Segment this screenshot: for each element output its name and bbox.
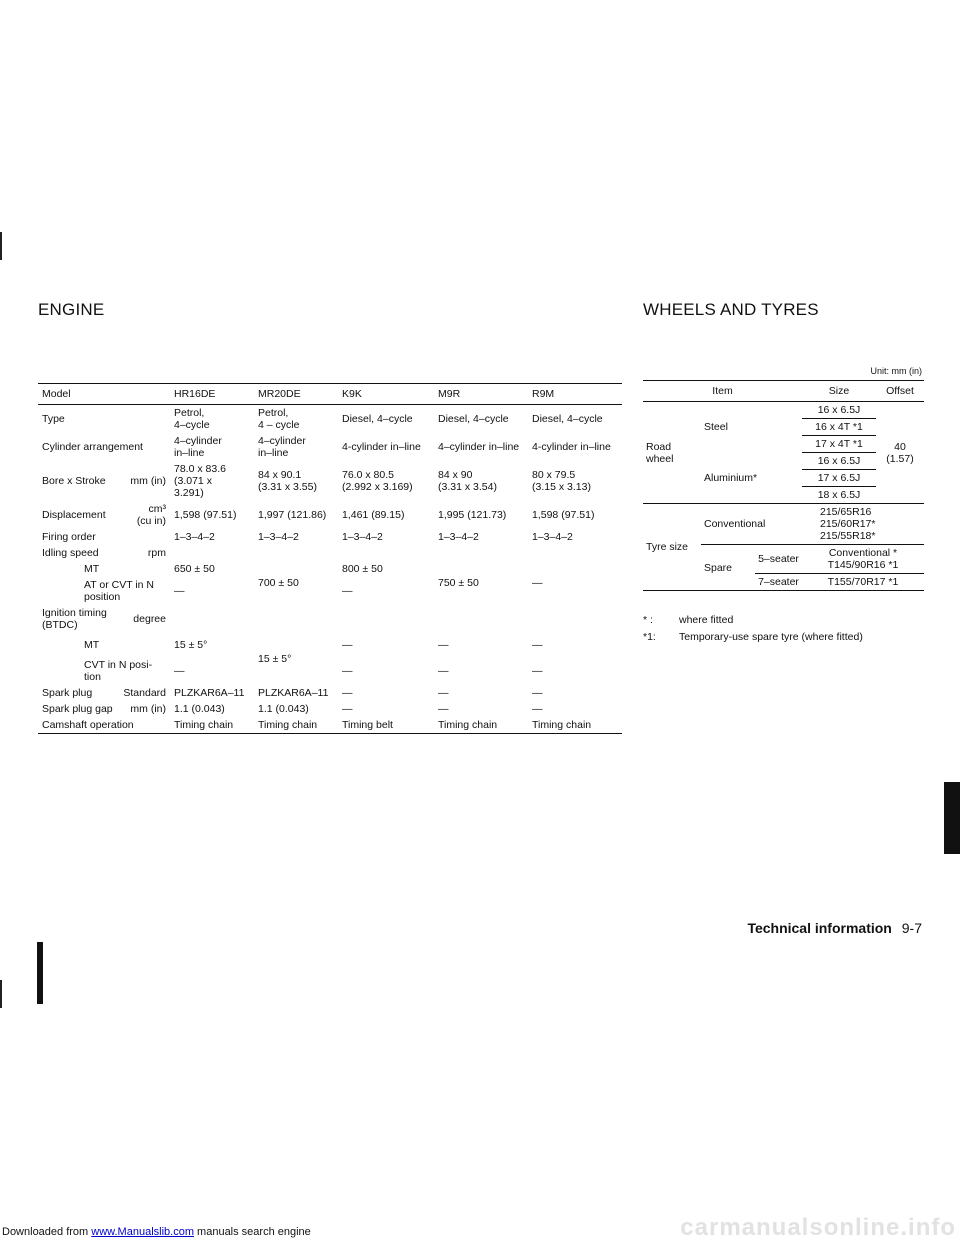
banner-suffix: manuals search engine <box>197 1226 311 1238</box>
cell: 1,997 (121.86) <box>258 509 327 521</box>
row-type <box>38 405 622 434</box>
wheels-tyres-table <box>643 380 924 591</box>
road-wheel-label: Road wheel <box>643 402 701 504</box>
note-mark: * : <box>643 614 653 626</box>
cell: Diesel, 4–cycle <box>532 413 603 425</box>
row-unit: mm (in) <box>130 475 166 487</box>
cell: 750 ± 50 <box>438 577 479 589</box>
col-mr20de: MR20DE <box>254 384 338 405</box>
row-label: Spark plug gap <box>42 703 113 715</box>
row-idle-mt <box>38 561 622 577</box>
aluminium-label: Aluminium* <box>701 453 802 504</box>
cell: 1,598 (97.51) <box>532 509 595 521</box>
cell: 1–3–4–2 <box>258 531 299 543</box>
cell: Diesel, 4–cycle <box>342 413 413 425</box>
cell: 76.0 x 80.5 (2.992 x 3.169) <box>342 469 413 493</box>
cell: 4-cylinder in–line <box>532 441 611 453</box>
cell: Timing belt <box>342 719 393 731</box>
manualslib-link[interactable]: www.Manualslib.com <box>91 1226 194 1238</box>
row-label: Bore x Stroke <box>42 475 106 487</box>
watermark: carmanualsonline.info <box>680 1214 956 1241</box>
wheel-row <box>643 402 924 419</box>
col-hr16de: HR16DE <box>170 384 254 405</box>
cell: 800 ± 50 <box>342 563 383 575</box>
cell: Timing chain <box>258 719 318 731</box>
cell: 1–3–4–2 <box>532 531 573 543</box>
row-camshaft <box>38 717 622 734</box>
cell: 650 ± 50 <box>174 563 215 575</box>
binding-bar <box>37 942 43 1004</box>
cell: 1–3–4–2 <box>342 531 383 543</box>
spare-label: Spare <box>704 561 733 574</box>
row-displacement <box>38 501 622 529</box>
crop-mark-bottom-left <box>0 980 2 1008</box>
note-item <box>643 629 863 646</box>
col-m9r: M9R <box>434 384 528 405</box>
size-cell: 16 x 6.5J <box>802 402 876 419</box>
cell: — <box>532 703 543 715</box>
cell: — <box>438 687 449 699</box>
row-unit: Standard <box>123 687 166 699</box>
row-ign-mt <box>38 633 622 657</box>
col-size: Size <box>802 381 876 402</box>
cell: 4-cylinder in–line <box>342 441 421 453</box>
cell: — <box>532 665 543 677</box>
cell: 1,995 (121.73) <box>438 509 507 521</box>
cell: 84 x 90 (3.31 x 3.54) <box>438 469 497 493</box>
cell: Timing chain <box>532 719 592 731</box>
conventional-sizes: 215/65R16 215/60R17* 215/55R18* <box>802 504 924 545</box>
cell: 1,461 (89.15) <box>342 509 405 521</box>
engine-spec-table <box>38 383 622 734</box>
col-r9m: R9M <box>528 384 622 405</box>
size-cell: 17 x 4T *1 <box>802 436 876 453</box>
cell: Timing chain <box>438 719 498 731</box>
row-label: Idling speed <box>42 547 99 559</box>
cell: — <box>342 639 353 651</box>
size-cell: 16 x 4T *1 <box>802 419 876 436</box>
cell: — <box>342 665 353 677</box>
cell: 1.1 (0.043) <box>174 703 225 715</box>
wheels-title: WHEELS AND TYRES <box>643 300 819 319</box>
engine-title: ENGINE <box>38 300 105 319</box>
wheels-unit: Unit: mm (in) <box>870 366 922 376</box>
cell: — <box>342 585 353 597</box>
cell: — <box>174 665 185 677</box>
row-label: Firing order <box>42 531 96 543</box>
chapter-tab <box>944 782 960 854</box>
cell: 1–3–4–2 <box>174 531 215 543</box>
row-bore-stroke <box>38 461 622 501</box>
cell: — <box>532 639 543 651</box>
conventional-label: Conventional <box>701 504 802 545</box>
col-offset: Offset <box>876 381 924 402</box>
banner-prefix: Downloaded from <box>2 1226 89 1238</box>
note-text: Temporary-use spare tyre (where fitted) <box>679 631 863 643</box>
cell: Timing chain <box>174 719 234 731</box>
download-banner <box>2 1226 311 1238</box>
row-unit: degree <box>133 613 166 625</box>
cell: — <box>532 687 543 699</box>
size-cell: 17 x 6.5J <box>802 470 876 487</box>
cell: 1–3–4–2 <box>438 531 479 543</box>
cell: 80 x 79.5 (3.15 x 3.13) <box>532 469 591 493</box>
cell: — <box>532 577 543 589</box>
cell: — <box>174 585 185 597</box>
seater5-size: Conventional * T145/90R16 *1 <box>802 545 924 574</box>
row-unit: rpm <box>147 547 166 559</box>
cell: PLZKAR6A–11 <box>174 687 245 699</box>
row-label: Ignition timing (BTDC) <box>42 607 107 631</box>
row-label: Spark plug <box>42 687 93 699</box>
cell: — <box>342 687 353 699</box>
wheels-notes <box>643 612 863 646</box>
row-firing-order <box>38 529 622 545</box>
note-item <box>643 612 863 629</box>
footer-page: 9-7 <box>901 920 922 936</box>
col-model: Model <box>38 384 170 405</box>
note-mark: *1: <box>643 631 656 643</box>
footer-section: Technical information <box>747 920 892 936</box>
row-label: AT or CVT in N position <box>84 579 155 603</box>
cell: Petrol, 4 – cycle <box>258 407 300 431</box>
seater7-label: 7–seater <box>758 576 799 588</box>
cell: — <box>438 639 449 651</box>
row-label: Cylinder arrangement <box>42 441 143 453</box>
page-footer <box>747 920 922 936</box>
tyre-row <box>643 504 924 545</box>
seater7-size: T155/70R17 *1 <box>827 576 899 588</box>
wheels-header-row <box>643 381 924 402</box>
cell: 4–cylinder in–line <box>438 441 520 453</box>
size-cell: 18 x 6.5J <box>802 487 876 504</box>
row-unit: mm (in) <box>130 703 166 715</box>
offset-cell: 40 (1.57) <box>876 402 924 504</box>
cell: 4–cylinder in–line <box>258 435 306 459</box>
cell: 1.1 (0.043) <box>258 703 309 715</box>
crop-mark-top-left <box>0 232 2 260</box>
col-k9k: K9K <box>338 384 434 405</box>
row-ignition-timing <box>38 605 622 633</box>
engine-header-row <box>38 384 622 405</box>
cell: 1,598 (97.51) <box>174 509 237 521</box>
col-item: Item <box>643 381 802 402</box>
row-label: Camshaft operation <box>42 719 134 731</box>
row-label: Displacement <box>42 509 106 521</box>
cell: 84 x 90.1 (3.31 x 3.55) <box>258 469 317 493</box>
cell: 700 ± 50 <box>258 577 299 589</box>
size-cell: 16 x 6.5J <box>802 453 876 470</box>
steel-label: Steel <box>704 421 728 434</box>
cell: — <box>438 665 449 677</box>
cell: Diesel, 4–cycle <box>438 413 509 425</box>
row-label: MT <box>84 639 100 651</box>
seater5-label: 5–seater <box>755 545 802 574</box>
row-idling-speed <box>38 545 622 561</box>
cell: 15 ± 5° <box>174 639 208 651</box>
row-label: MT <box>84 563 100 575</box>
row-label: Type <box>42 413 65 425</box>
note-text: where fitted <box>679 614 734 626</box>
row-unit: cm³ (cu in) <box>136 503 166 527</box>
cell: 15 ± 5° <box>258 653 292 665</box>
cell: 78.0 x 83.6 (3.071 x 3.291) <box>174 463 226 499</box>
tyre-size-label: Tyre size <box>646 541 689 553</box>
cell: — <box>342 703 353 715</box>
cell: — <box>438 703 449 715</box>
row-spark-gap <box>38 701 622 717</box>
row-cylinder <box>38 433 622 461</box>
cell: PLZKAR6A–11 <box>258 687 329 699</box>
row-label: CVT in N posi- tion <box>84 659 153 683</box>
row-spark-plug <box>38 685 622 701</box>
cell: Petrol, 4–cycle <box>174 407 210 431</box>
cell: 4–cylinder in–line <box>174 435 222 459</box>
